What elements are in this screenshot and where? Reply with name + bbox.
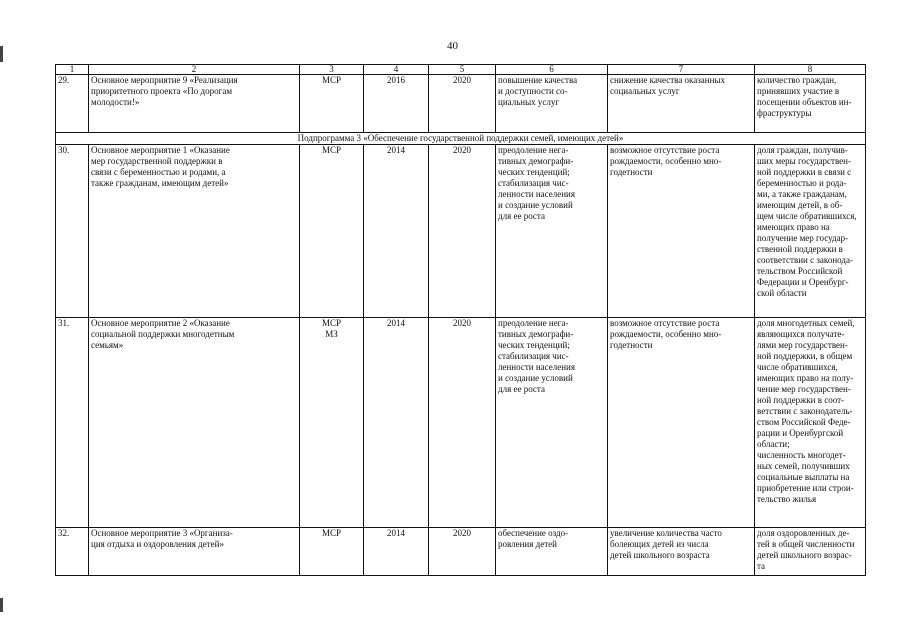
row-number: 29. [56, 75, 89, 133]
page-number: 40 [447, 40, 458, 52]
row-number: 30. [56, 145, 89, 318]
table-row [56, 75, 866, 133]
expected-result: преодоление нега- тивных демографи- ческих тенденций; стабилизация чис- ленности населения и создание условий для ее роста [496, 145, 608, 318]
executor: МСР МЗ [300, 318, 364, 528]
non-implementation-consequence: увеличение количества часто болеющих детей из числа детей школьного возраста [608, 528, 755, 576]
table-row [56, 145, 866, 318]
expected-result: повышение качества и доступности со- циальных услуг [496, 75, 608, 133]
non-implementation-consequence: возможное отсутствие роста рождаемости, особенно мно- годетности [608, 145, 755, 318]
column-number: 2 [89, 65, 300, 75]
end-year: 2020 [429, 145, 496, 318]
subprogram-title: Подпрограмма 3 «Обеспечение государственной поддержки семей, имеющих детей» [56, 133, 866, 145]
subprogram-row [56, 133, 866, 145]
scan-edge-mark [0, 46, 3, 62]
end-year: 2020 [429, 75, 496, 133]
table-row [56, 318, 866, 528]
column-number: 8 [755, 65, 866, 75]
executor: МСР [300, 145, 364, 318]
start-year: 2014 [364, 145, 429, 318]
end-year: 2020 [429, 318, 496, 528]
indicator-link: доля граждан, получив- ших меры государствен- ной поддержки в связи с беременностью и рода- ми, а также гражданам, имеющим детей, в об- щем числе обратившихся, имеющих право на получение мер государ- ственной поддержки в соответствии с законода- тельством Российской Федерации и Оренбург- ской области [755, 145, 866, 318]
start-year: 2014 [364, 318, 429, 528]
scan-edge-mark [0, 598, 3, 612]
column-number: 6 [496, 65, 608, 75]
column-number: 3 [300, 65, 364, 75]
indicator-link: количество граждан, принявших участие в посещении объектов ин- фраструктуры [755, 75, 866, 133]
activity-name: Основное мероприятие 3 «Организа- ция отдыха и оздоровления детей» [89, 528, 300, 576]
non-implementation-consequence: возможное отсутствие роста рождаемости, особенно мно- годетности [608, 318, 755, 528]
end-year: 2020 [429, 528, 496, 576]
indicator-link: доля многодетных семей, являющихся получате- лями мер государствен- ной поддержки, в общем числе обратившихся, имеющих право на полу- чение мер государствен- ной поддержки в соот- ветствии с законодатель- ством Российской Феде- рации и Оренбургской области; численность многодет- ных семей, получивших социальные выплаты на приобретение или строи- тельство жилья [755, 318, 866, 528]
executor: МСР [300, 528, 364, 576]
non-implementation-consequence: снижение качества оказанных социальных услуг [608, 75, 755, 133]
row-number: 31. [56, 318, 89, 528]
executor: МСР [300, 75, 364, 133]
row-number: 32. [56, 528, 89, 576]
activity-name: Основное мероприятие 1 «Оказание мер государственной поддержки в связи с беременностью и родами, а также гражданам, имеющим детей» [89, 145, 300, 318]
program-activities-table [55, 64, 866, 576]
activity-name: Основное мероприятие 9 «Реализация приоритетного проекта «По дорогам молодости!» [89, 75, 300, 133]
column-number-row [56, 65, 866, 75]
column-number: 7 [608, 65, 755, 75]
start-year: 2014 [364, 528, 429, 576]
column-number: 5 [429, 65, 496, 75]
column-number: 4 [364, 65, 429, 75]
table-row [56, 528, 866, 576]
expected-result: обеспечение оздо- ровления детей [496, 528, 608, 576]
start-year: 2016 [364, 75, 429, 133]
expected-result: преодоление нега- тивных демографи- ческих тенденций; стабилизация чис- ленности населения и создание условий для ее роста [496, 318, 608, 528]
indicator-link: доля оздоровленных де- тей в общей численности детей школьного возрас- та [755, 528, 866, 576]
column-number: 1 [56, 65, 89, 75]
activity-name: Основное мероприятие 2 «Оказание социальной поддержки многодетным семьям» [89, 318, 300, 528]
